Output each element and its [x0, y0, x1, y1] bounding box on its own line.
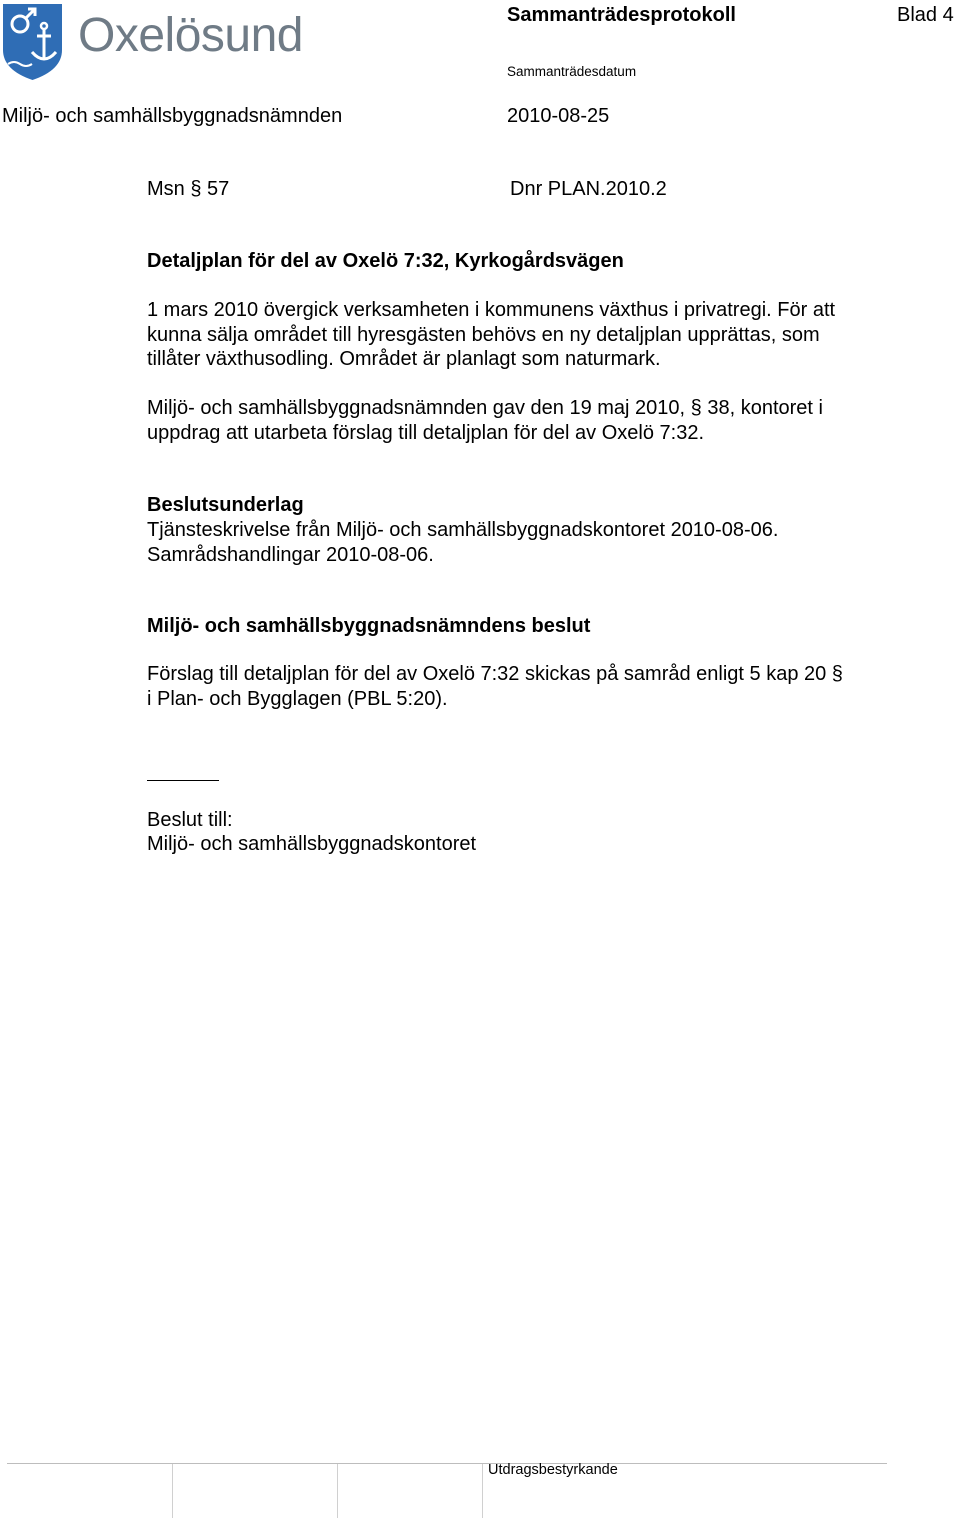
certification-label: Utdragsbestyrkande — [488, 1462, 618, 1478]
matter-title: Detaljplan för del av Oxelö 7:32, Kyrkogårdsvägen — [147, 250, 624, 272]
separator-line — [147, 780, 219, 781]
send-to-label: Beslut till: — [147, 809, 233, 831]
registration-number: Dnr PLAN.2010.2 — [510, 178, 667, 200]
background-paragraph: 1 mars 2010 övergick verksamheten i kommunens växthus i privatregi. För att kunna sälja området till hyresgästen behövs en ny detaljplan upprättas, som tillåter växthusodling. Området är planlagt som naturmark. — [147, 299, 836, 370]
municipality-logo — [0, 2, 345, 82]
logo-wordmark: Oxelösund — [78, 9, 303, 62]
meeting-date-label: Sammanträdesdatum — [507, 64, 637, 79]
meeting-date: 2010-08-25 — [507, 105, 610, 127]
signature-box — [337, 1464, 338, 1518]
decision-heading: Miljö- och samhällsbyggnadsnämndens beslut — [147, 615, 591, 637]
footer-rule — [7, 1463, 887, 1464]
assignment-paragraph: Miljö- och samhällsbyggnadsnämnden gav den 19 maj 2010, § 38, kontoret i uppdrag att utarbeta förslag till detaljplan för del av Oxelö 7:32. — [147, 397, 823, 444]
decision-basis-text: Tjänsteskrivelse från Miljö- och samhällsbyggnadskontoret 2010-08-06. Samrådshandlingar 2010-08-06. — [147, 519, 779, 566]
section-number: Msn § 57 — [147, 178, 230, 200]
decision-basis-heading: Beslutsunderlag — [147, 494, 304, 516]
coat-of-arms-icon — [0, 2, 70, 82]
document-type-title: Sammanträdesprotokoll — [507, 4, 736, 26]
signature-box — [482, 1464, 483, 1518]
send-to-recipient: Miljö- och samhällsbyggnadskontoret — [147, 833, 477, 855]
decision-text: Förslag till detaljplan för del av Oxelö 7:32 skickas på samråd enligt 5 kap 20 § i Plan- och Bygglagen (PBL 5:20). — [147, 663, 843, 710]
committee-name: Miljö- och samhällsbyggnadsnämnden — [2, 105, 343, 127]
page-number: Blad 4 — [897, 4, 954, 26]
signature-box — [172, 1464, 173, 1518]
